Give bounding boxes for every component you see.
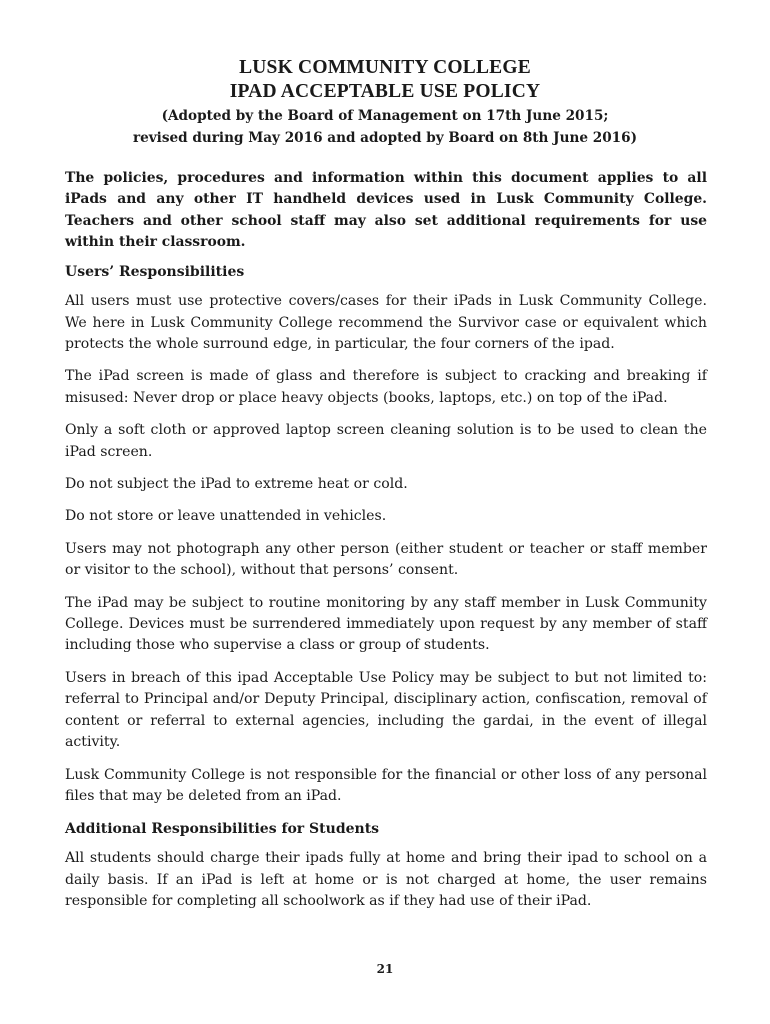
document-subtitle-line-2: revised during May 2016 and adopted by Board on 8th June 2016) [132,129,638,146]
section-users-responsibilities [65,261,707,807]
intro-paragraph: The policies, procedures and information within this document applies to all iPads and any other IT handheld devices used in Lusk Community College. Teachers and other school staff may also set additional requirements for use within their classroom. [65,170,707,250]
body-paragraph: Do not subject the iPad to extreme heat or cold. [65,476,408,493]
document-header [0,56,770,149]
section-heading: Additional Responsibilities for Students [65,821,380,838]
body-paragraph: All users must use protective covers/cases for their iPads in Lusk Community College. We here in Lusk Community College recommend the Survivor case or equivalent which protects the whole surround edge, in particular, the four corners of the ipad. [65,293,707,352]
section-heading: Users’ Responsibilities [65,264,245,281]
body-paragraph: Users in breach of this ipad Acceptable Use Policy may be subject to but not limited to: referral to Principal and/or Deputy Principal, disciplinary action, confiscation, removal of content or referral to external agencies, including the gardai, in the event of illegal activity. [65,669,707,751]
body-paragraph: Do not store or leave unattended in vehicles. [65,508,387,525]
body-paragraph: Only a soft cloth or approved laptop screen cleaning solution is to be used to clean the iPad screen. [65,422,707,460]
document-title-line-2: IPAD ACCEPTABLE USE POLICY [229,81,541,102]
body-paragraph: Users may not photograph any other person (either student or teacher or staff member or visitor to the school), without that persons’ consent. [65,540,707,579]
body-paragraph: The iPad screen is made of glass and therefore is subject to cracking and breaking if misused: Never drop or place heavy objects (books, laptops, etc.) on top of the iPad. [65,368,707,406]
body-paragraph: Lusk Community College is not responsible for the financial or other loss of any personal files that may be deleted from an iPad. [65,766,707,804]
body-paragraph: The iPad may be subject to routine monitoring by any staff member in Lusk Community College. Devices must be surrendered immediately upon request by any member of staff including those who supervise a class or group of students. [65,594,707,654]
document-title-line-1: LUSK COMMUNITY COLLEGE [239,57,531,78]
body-paragraph: All students should charge their ipads fully at home and bring their ipad to school on a daily basis. If an iPad is left at home or is not charged at home, the user remains responsible for completing all schoolwork as if they had use of their iPad. [65,850,707,910]
page-number: 21 [376,962,394,976]
document-subtitle-line-1: (Adopted by the Board of Management on 17th June 2015; [161,108,609,124]
document-body [65,168,707,924]
section-additional-responsibilities [65,818,707,912]
